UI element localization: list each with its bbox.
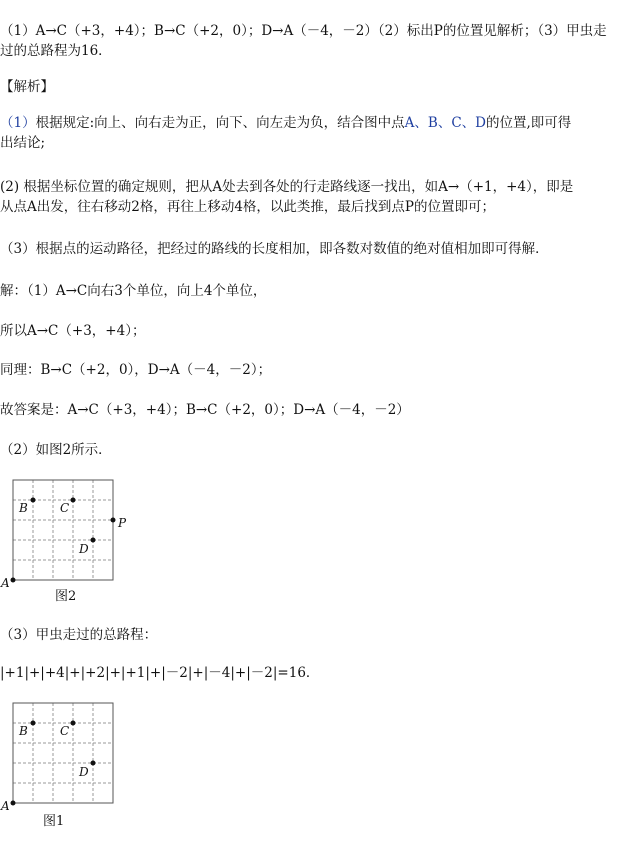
analysis-point-1-text-a: 根据规定:向上、向右走为正，向下、向左走为负，结合图中点 xyxy=(35,115,405,131)
solution-line-7: |+1|+|+4|+|+2|+|+1|+|－2|+|－4|+|－2|=16． xyxy=(0,665,320,681)
fig1-label-b: B xyxy=(19,724,28,738)
analysis-point-2-line2: 从点A出发，往右移动2格，再往上移动4格，以此类推，最后找到点P的位置即可； xyxy=(0,199,496,215)
answer-line-1: （1）A→C（+3，+4）；B→C（+2，0）；D→A（－4，－2）（2）标出P的位置见解析；（3）甲虫走 xyxy=(0,23,607,39)
fig2-point-c xyxy=(71,498,76,503)
fig2-point-d xyxy=(91,538,96,543)
solution-line-3: 同理：B→C（+2，0），D→A（－4，－2）； xyxy=(0,362,272,378)
analysis-heading: 【解析】 xyxy=(0,79,54,95)
fig1-point-d xyxy=(91,761,96,766)
solution-line-1: 解：（1）A→C向右3个单位，向上4个单位， xyxy=(0,283,267,299)
analysis-point-1-number: （1） xyxy=(0,115,36,131)
analysis-point-3: （3）根据点的运动路径，把经过的路线的长度相加，即各数对数值的绝对值相加即可得解． xyxy=(0,241,549,257)
fig2-label-a: A xyxy=(1,576,10,590)
fig2-point-p xyxy=(111,518,116,523)
fig2-label-p: P xyxy=(118,516,127,530)
fig2-label-b: B xyxy=(19,501,28,515)
analysis-point-1 xyxy=(0,114,571,132)
figure-1-caption: 图1 xyxy=(43,814,65,829)
fig2-label-c: C xyxy=(60,501,70,515)
solution-line-4: 故答案是：A→C（+3，+4）；B→C（+2，0）；D→A（－4，－2） xyxy=(0,402,410,418)
answer-line-2: 过的总路程为16． xyxy=(0,43,112,59)
figure-2-caption: 图2 xyxy=(55,589,77,604)
fig2-point-b xyxy=(31,498,36,503)
analysis-point-2-line1: (2) 根据坐标位置的确定规则，把从A处去到各处的行走路线逐一找出，如A→（+1，+4），即是 xyxy=(0,179,574,195)
fig2-label-d: D xyxy=(79,542,89,556)
analysis-point-1-line2: 出结论; xyxy=(0,135,46,151)
fig1-label-c: C xyxy=(60,724,70,738)
fig1-point-a xyxy=(11,801,16,806)
analysis-point-1-points: A、B、C、D xyxy=(404,115,486,131)
solution-line-5: （2）如图2所示． xyxy=(0,442,112,458)
fig1-label-d: D xyxy=(79,765,89,779)
solution-line-6: （3）甲虫走过的总路程： xyxy=(0,627,158,643)
fig2-point-a xyxy=(11,578,16,583)
fig1-point-b xyxy=(31,721,36,726)
fig1-label-a: A xyxy=(1,799,10,813)
solution-line-2: 所以A→C（+3，+4）； xyxy=(0,323,146,339)
fig1-point-c xyxy=(71,721,76,726)
analysis-point-1-text-b: 的位置,即可得 xyxy=(485,115,572,131)
figure-2-grid xyxy=(0,472,140,590)
figure-1-grid xyxy=(0,695,140,813)
